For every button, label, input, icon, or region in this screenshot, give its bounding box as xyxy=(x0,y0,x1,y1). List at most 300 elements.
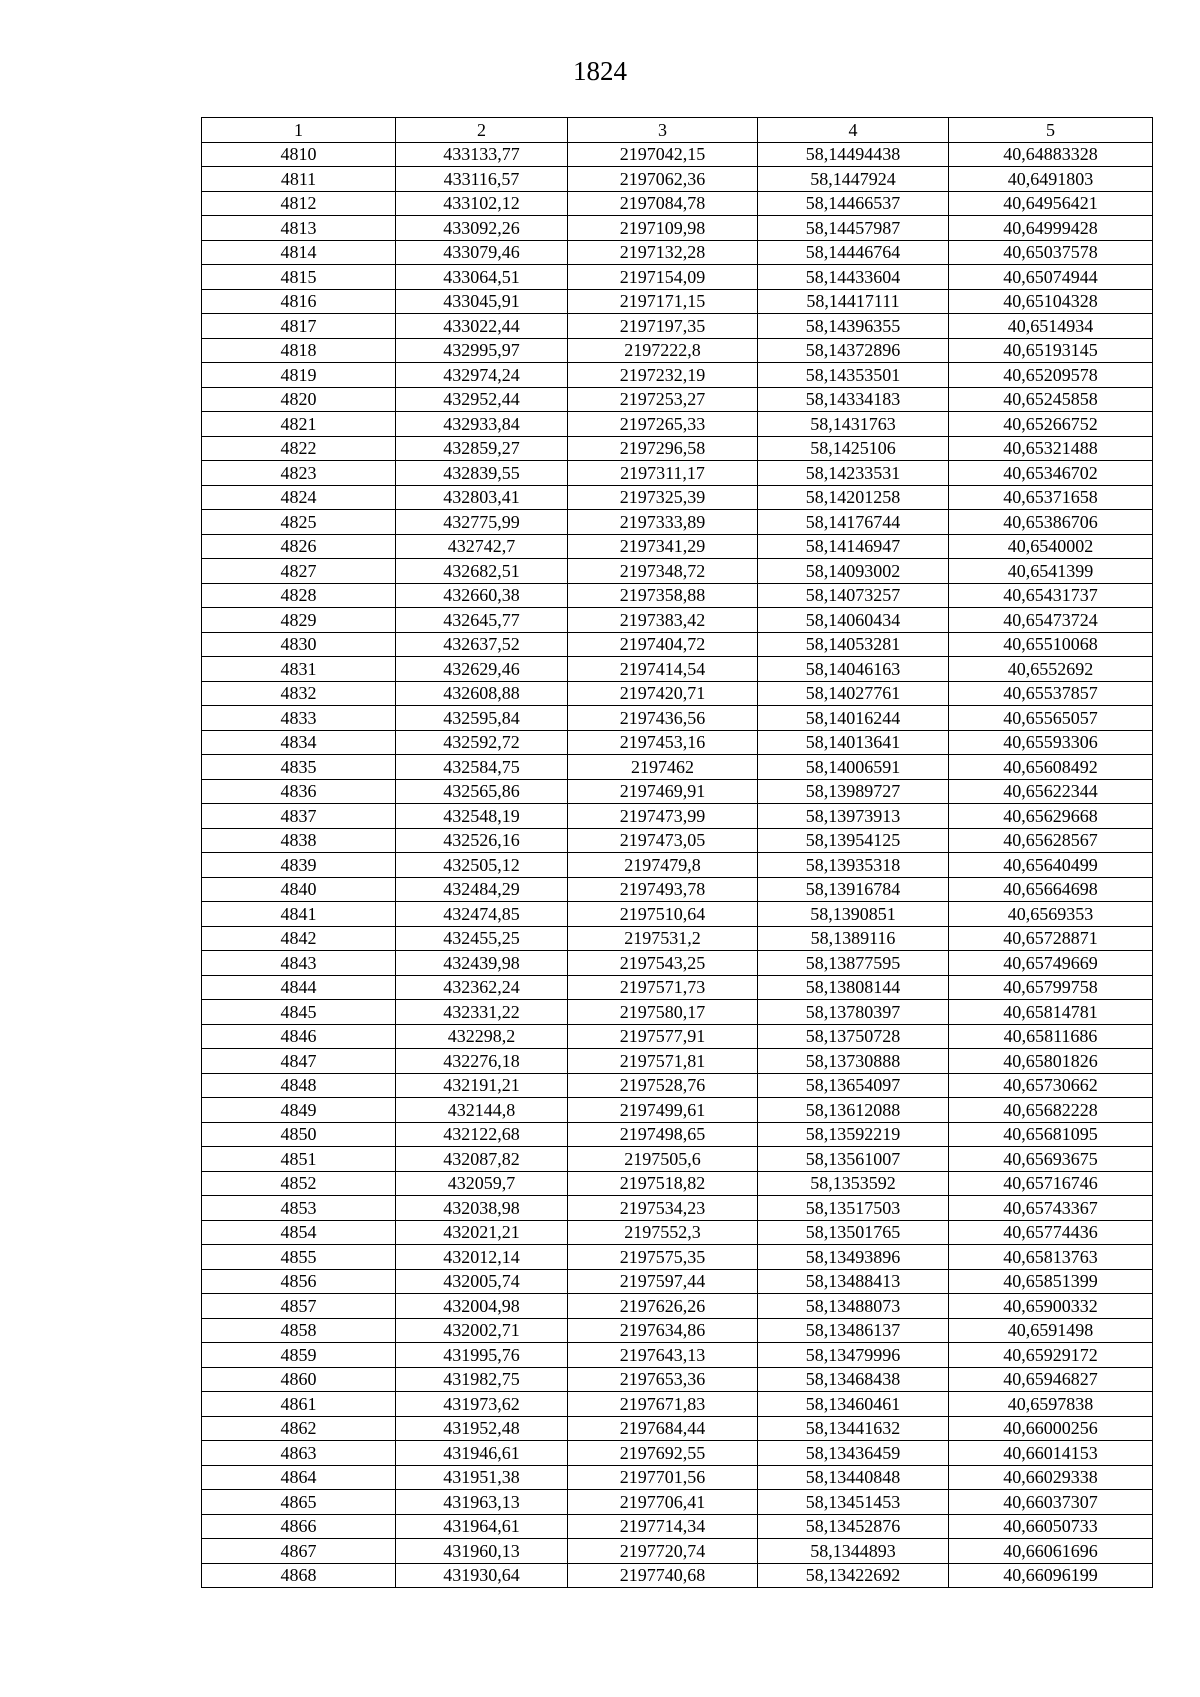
longitude-cell: 40,66050733 xyxy=(949,1514,1153,1539)
table-row xyxy=(202,755,1153,780)
x-coordinate-cell: 431982,75 xyxy=(396,1367,568,1392)
x-coordinate-cell: 432775,99 xyxy=(396,510,568,535)
y-coordinate-cell: 2197154,09 xyxy=(568,265,758,290)
point-number-cell: 4844 xyxy=(202,975,396,1000)
table-row xyxy=(202,853,1153,878)
latitude-cell: 58,14233531 xyxy=(758,461,949,486)
table-row xyxy=(202,412,1153,437)
latitude-cell: 58,14073257 xyxy=(758,583,949,608)
table-row xyxy=(202,559,1153,584)
latitude-cell: 58,1447924 xyxy=(758,167,949,192)
x-coordinate-cell: 433079,46 xyxy=(396,240,568,265)
longitude-cell: 40,66014153 xyxy=(949,1441,1153,1466)
y-coordinate-cell: 2197341,29 xyxy=(568,534,758,559)
longitude-cell: 40,65622344 xyxy=(949,779,1153,804)
point-number-cell: 4854 xyxy=(202,1220,396,1245)
point-number-cell: 4811 xyxy=(202,167,396,192)
latitude-cell: 58,14060434 xyxy=(758,608,949,633)
latitude-cell: 58,13488073 xyxy=(758,1294,949,1319)
x-coordinate-cell: 432484,29 xyxy=(396,877,568,902)
header-row xyxy=(202,118,1153,143)
page-number: 1824 xyxy=(573,56,627,86)
x-coordinate-cell: 432859,27 xyxy=(396,436,568,461)
latitude-cell: 58,14494438 xyxy=(758,142,949,167)
table-row xyxy=(202,436,1153,461)
y-coordinate-cell: 2197701,56 xyxy=(568,1465,758,1490)
table-body xyxy=(202,142,1153,1588)
latitude-cell: 58,13493896 xyxy=(758,1245,949,1270)
table-row xyxy=(202,902,1153,927)
latitude-cell: 58,13451453 xyxy=(758,1490,949,1515)
latitude-cell: 58,13592219 xyxy=(758,1122,949,1147)
longitude-cell: 40,65946827 xyxy=(949,1367,1153,1392)
longitude-cell: 40,6514934 xyxy=(949,314,1153,339)
longitude-cell: 40,65537857 xyxy=(949,681,1153,706)
latitude-cell: 58,13989727 xyxy=(758,779,949,804)
longitude-cell: 40,66029338 xyxy=(949,1465,1153,1490)
latitude-cell: 58,14176744 xyxy=(758,510,949,535)
x-coordinate-cell: 432660,38 xyxy=(396,583,568,608)
longitude-cell: 40,6591498 xyxy=(949,1318,1153,1343)
latitude-cell: 58,13730888 xyxy=(758,1049,949,1074)
table-row xyxy=(202,142,1153,167)
point-number-cell: 4840 xyxy=(202,877,396,902)
longitude-cell: 40,65321488 xyxy=(949,436,1153,461)
table-row xyxy=(202,338,1153,363)
point-number-cell: 4867 xyxy=(202,1539,396,1564)
point-number-cell: 4834 xyxy=(202,730,396,755)
x-coordinate-cell: 433116,57 xyxy=(396,167,568,192)
latitude-cell: 58,13612088 xyxy=(758,1098,949,1123)
latitude-cell: 58,14433604 xyxy=(758,265,949,290)
table-row xyxy=(202,1465,1153,1490)
x-coordinate-cell: 432592,72 xyxy=(396,730,568,755)
longitude-cell: 40,64999428 xyxy=(949,216,1153,241)
y-coordinate-cell: 2197383,42 xyxy=(568,608,758,633)
x-coordinate-cell: 432933,84 xyxy=(396,412,568,437)
longitude-cell: 40,6597838 xyxy=(949,1392,1153,1417)
y-coordinate-cell: 2197684,44 xyxy=(568,1416,758,1441)
point-number-cell: 4859 xyxy=(202,1343,396,1368)
latitude-cell: 58,14093002 xyxy=(758,559,949,584)
latitude-cell: 58,14016244 xyxy=(758,706,949,731)
y-coordinate-cell: 2197493,78 xyxy=(568,877,758,902)
point-number-cell: 4812 xyxy=(202,191,396,216)
y-coordinate-cell: 2197333,89 xyxy=(568,510,758,535)
latitude-cell: 58,1353592 xyxy=(758,1171,949,1196)
x-coordinate-cell: 431951,38 xyxy=(396,1465,568,1490)
y-coordinate-cell: 2197552,3 xyxy=(568,1220,758,1245)
y-coordinate-cell: 2197469,91 xyxy=(568,779,758,804)
y-coordinate-cell: 2197462 xyxy=(568,755,758,780)
y-coordinate-cell: 2197453,16 xyxy=(568,730,758,755)
longitude-cell: 40,65565057 xyxy=(949,706,1153,731)
x-coordinate-cell: 432059,7 xyxy=(396,1171,568,1196)
latitude-cell: 58,1344893 xyxy=(758,1539,949,1564)
y-coordinate-cell: 2197571,73 xyxy=(568,975,758,1000)
latitude-cell: 58,14053281 xyxy=(758,632,949,657)
longitude-cell: 40,65728871 xyxy=(949,926,1153,951)
x-coordinate-cell: 432298,2 xyxy=(396,1024,568,1049)
column-header-3: 3 xyxy=(568,118,758,143)
latitude-cell: 58,1425106 xyxy=(758,436,949,461)
table-row xyxy=(202,240,1153,265)
y-coordinate-cell: 2197518,82 xyxy=(568,1171,758,1196)
point-number-cell: 4820 xyxy=(202,387,396,412)
longitude-cell: 40,65682228 xyxy=(949,1098,1153,1123)
point-number-cell: 4843 xyxy=(202,951,396,976)
longitude-cell: 40,64956421 xyxy=(949,191,1153,216)
longitude-cell: 40,65681095 xyxy=(949,1122,1153,1147)
x-coordinate-cell: 431952,48 xyxy=(396,1416,568,1441)
point-number-cell: 4810 xyxy=(202,142,396,167)
y-coordinate-cell: 2197634,86 xyxy=(568,1318,758,1343)
latitude-cell: 58,13441632 xyxy=(758,1416,949,1441)
table-row xyxy=(202,1539,1153,1564)
y-coordinate-cell: 2197132,28 xyxy=(568,240,758,265)
longitude-cell: 40,6541399 xyxy=(949,559,1153,584)
y-coordinate-cell: 2197740,68 xyxy=(568,1563,758,1588)
longitude-cell: 40,65799758 xyxy=(949,975,1153,1000)
column-header-4: 4 xyxy=(758,118,949,143)
point-number-cell: 4857 xyxy=(202,1294,396,1319)
point-number-cell: 4853 xyxy=(202,1196,396,1221)
table-row xyxy=(202,1514,1153,1539)
table-row xyxy=(202,534,1153,559)
x-coordinate-cell: 433102,12 xyxy=(396,191,568,216)
x-coordinate-cell: 432191,21 xyxy=(396,1073,568,1098)
y-coordinate-cell: 2197296,58 xyxy=(568,436,758,461)
table-row xyxy=(202,387,1153,412)
point-number-cell: 4813 xyxy=(202,216,396,241)
x-coordinate-cell: 431930,64 xyxy=(396,1563,568,1588)
point-number-cell: 4831 xyxy=(202,657,396,682)
point-number-cell: 4847 xyxy=(202,1049,396,1074)
point-number-cell: 4858 xyxy=(202,1318,396,1343)
point-number-cell: 4849 xyxy=(202,1098,396,1123)
table-row xyxy=(202,314,1153,339)
y-coordinate-cell: 2197528,76 xyxy=(568,1073,758,1098)
longitude-cell: 40,65431737 xyxy=(949,583,1153,608)
table-row xyxy=(202,608,1153,633)
point-number-cell: 4818 xyxy=(202,338,396,363)
table-row xyxy=(202,828,1153,853)
longitude-cell: 40,65814781 xyxy=(949,1000,1153,1025)
table-row xyxy=(202,1269,1153,1294)
table-row xyxy=(202,167,1153,192)
table-row xyxy=(202,485,1153,510)
table-row xyxy=(202,1122,1153,1147)
latitude-cell: 58,13501765 xyxy=(758,1220,949,1245)
longitude-cell: 40,65193145 xyxy=(949,338,1153,363)
table-header xyxy=(202,118,1153,143)
longitude-cell: 40,65900332 xyxy=(949,1294,1153,1319)
y-coordinate-cell: 2197253,27 xyxy=(568,387,758,412)
point-number-cell: 4824 xyxy=(202,485,396,510)
x-coordinate-cell: 432803,41 xyxy=(396,485,568,510)
x-coordinate-cell: 432012,14 xyxy=(396,1245,568,1270)
point-number-cell: 4837 xyxy=(202,804,396,829)
point-number-cell: 4852 xyxy=(202,1171,396,1196)
latitude-cell: 58,13460461 xyxy=(758,1392,949,1417)
x-coordinate-cell: 432629,46 xyxy=(396,657,568,682)
point-number-cell: 4850 xyxy=(202,1122,396,1147)
table-row xyxy=(202,1000,1153,1025)
table-row xyxy=(202,1024,1153,1049)
point-number-cell: 4865 xyxy=(202,1490,396,1515)
point-number-cell: 4856 xyxy=(202,1269,396,1294)
table-row xyxy=(202,1147,1153,1172)
longitude-cell: 40,65730662 xyxy=(949,1073,1153,1098)
x-coordinate-cell: 431973,62 xyxy=(396,1392,568,1417)
x-coordinate-cell: 431964,61 xyxy=(396,1514,568,1539)
longitude-cell: 40,65743367 xyxy=(949,1196,1153,1221)
point-number-cell: 4851 xyxy=(202,1147,396,1172)
y-coordinate-cell: 2197062,36 xyxy=(568,167,758,192)
latitude-cell: 58,14006591 xyxy=(758,755,949,780)
latitude-cell: 58,14013641 xyxy=(758,730,949,755)
point-number-cell: 4846 xyxy=(202,1024,396,1049)
point-number-cell: 4845 xyxy=(202,1000,396,1025)
x-coordinate-cell: 432645,77 xyxy=(396,608,568,633)
x-coordinate-cell: 431963,13 xyxy=(396,1490,568,1515)
longitude-cell: 40,6552692 xyxy=(949,657,1153,682)
point-number-cell: 4863 xyxy=(202,1441,396,1466)
longitude-cell: 40,65473724 xyxy=(949,608,1153,633)
x-coordinate-cell: 432362,24 xyxy=(396,975,568,1000)
latitude-cell: 58,13808144 xyxy=(758,975,949,1000)
longitude-cell: 40,65664698 xyxy=(949,877,1153,902)
table-row xyxy=(202,657,1153,682)
y-coordinate-cell: 2197577,91 xyxy=(568,1024,758,1049)
longitude-cell: 40,65371658 xyxy=(949,485,1153,510)
table-row xyxy=(202,926,1153,951)
y-coordinate-cell: 2197543,25 xyxy=(568,951,758,976)
x-coordinate-cell: 432005,74 xyxy=(396,1269,568,1294)
table-row xyxy=(202,1490,1153,1515)
latitude-cell: 58,14446764 xyxy=(758,240,949,265)
column-header-5: 5 xyxy=(949,118,1153,143)
longitude-cell: 40,66000256 xyxy=(949,1416,1153,1441)
latitude-cell: 58,13973913 xyxy=(758,804,949,829)
y-coordinate-cell: 2197042,15 xyxy=(568,142,758,167)
point-number-cell: 4838 xyxy=(202,828,396,853)
point-number-cell: 4836 xyxy=(202,779,396,804)
latitude-cell: 58,14417111 xyxy=(758,289,949,314)
longitude-cell: 40,65593306 xyxy=(949,730,1153,755)
latitude-cell: 58,13488413 xyxy=(758,1269,949,1294)
coordinates-table xyxy=(201,117,1153,1588)
point-number-cell: 4866 xyxy=(202,1514,396,1539)
latitude-cell: 58,13750728 xyxy=(758,1024,949,1049)
longitude-cell: 40,65851399 xyxy=(949,1269,1153,1294)
x-coordinate-cell: 432548,19 xyxy=(396,804,568,829)
x-coordinate-cell: 432439,98 xyxy=(396,951,568,976)
longitude-cell: 40,65693675 xyxy=(949,1147,1153,1172)
longitude-cell: 40,65104328 xyxy=(949,289,1153,314)
x-coordinate-cell: 433045,91 xyxy=(396,289,568,314)
y-coordinate-cell: 2197171,15 xyxy=(568,289,758,314)
point-number-cell: 4835 xyxy=(202,755,396,780)
x-coordinate-cell: 432004,98 xyxy=(396,1294,568,1319)
latitude-cell: 58,13561007 xyxy=(758,1147,949,1172)
table-row xyxy=(202,1416,1153,1441)
x-coordinate-cell: 432455,25 xyxy=(396,926,568,951)
y-coordinate-cell: 2197498,65 xyxy=(568,1122,758,1147)
x-coordinate-cell: 432087,82 xyxy=(396,1147,568,1172)
longitude-cell: 40,65813763 xyxy=(949,1245,1153,1270)
point-number-cell: 4816 xyxy=(202,289,396,314)
longitude-cell: 40,65037578 xyxy=(949,240,1153,265)
y-coordinate-cell: 2197571,81 xyxy=(568,1049,758,1074)
point-number-cell: 4861 xyxy=(202,1392,396,1417)
point-number-cell: 4825 xyxy=(202,510,396,535)
table-row xyxy=(202,1098,1153,1123)
latitude-cell: 58,14201258 xyxy=(758,485,949,510)
latitude-cell: 58,14334183 xyxy=(758,387,949,412)
y-coordinate-cell: 2197575,35 xyxy=(568,1245,758,1270)
longitude-cell: 40,65628567 xyxy=(949,828,1153,853)
x-coordinate-cell: 432974,24 xyxy=(396,363,568,388)
x-coordinate-cell: 431946,61 xyxy=(396,1441,568,1466)
longitude-cell: 40,65346702 xyxy=(949,461,1153,486)
y-coordinate-cell: 2197084,78 xyxy=(568,191,758,216)
longitude-cell: 40,65629668 xyxy=(949,804,1153,829)
longitude-cell: 40,65774436 xyxy=(949,1220,1153,1245)
table-row xyxy=(202,289,1153,314)
y-coordinate-cell: 2197671,83 xyxy=(568,1392,758,1417)
latitude-cell: 58,13486137 xyxy=(758,1318,949,1343)
y-coordinate-cell: 2197714,34 xyxy=(568,1514,758,1539)
y-coordinate-cell: 2197643,13 xyxy=(568,1343,758,1368)
point-number-cell: 4855 xyxy=(202,1245,396,1270)
x-coordinate-cell: 432276,18 xyxy=(396,1049,568,1074)
y-coordinate-cell: 2197580,17 xyxy=(568,1000,758,1025)
y-coordinate-cell: 2197420,71 xyxy=(568,681,758,706)
table-row xyxy=(202,1245,1153,1270)
y-coordinate-cell: 2197534,23 xyxy=(568,1196,758,1221)
table-row xyxy=(202,461,1153,486)
table-row xyxy=(202,510,1153,535)
table-row xyxy=(202,1294,1153,1319)
x-coordinate-cell: 432608,88 xyxy=(396,681,568,706)
x-coordinate-cell: 433022,44 xyxy=(396,314,568,339)
y-coordinate-cell: 2197692,55 xyxy=(568,1441,758,1466)
y-coordinate-cell: 2197597,44 xyxy=(568,1269,758,1294)
point-number-cell: 4832 xyxy=(202,681,396,706)
table-row xyxy=(202,1049,1153,1074)
y-coordinate-cell: 2197653,36 xyxy=(568,1367,758,1392)
longitude-cell: 40,6569353 xyxy=(949,902,1153,927)
longitude-cell: 40,6491803 xyxy=(949,167,1153,192)
longitude-cell: 40,65209578 xyxy=(949,363,1153,388)
table-row xyxy=(202,1073,1153,1098)
point-number-cell: 4860 xyxy=(202,1367,396,1392)
latitude-cell: 58,13954125 xyxy=(758,828,949,853)
longitude-cell: 40,65608492 xyxy=(949,755,1153,780)
table-row xyxy=(202,1220,1153,1245)
latitude-cell: 58,1389116 xyxy=(758,926,949,951)
y-coordinate-cell: 2197358,88 xyxy=(568,583,758,608)
x-coordinate-cell: 432565,86 xyxy=(396,779,568,804)
x-coordinate-cell: 432331,22 xyxy=(396,1000,568,1025)
x-coordinate-cell: 432839,55 xyxy=(396,461,568,486)
latitude-cell: 58,13654097 xyxy=(758,1073,949,1098)
y-coordinate-cell: 2197414,54 xyxy=(568,657,758,682)
point-number-cell: 4862 xyxy=(202,1416,396,1441)
latitude-cell: 58,13780397 xyxy=(758,1000,949,1025)
latitude-cell: 58,14046163 xyxy=(758,657,949,682)
longitude-cell: 40,65749669 xyxy=(949,951,1153,976)
y-coordinate-cell: 2197479,8 xyxy=(568,853,758,878)
longitude-cell: 40,65640499 xyxy=(949,853,1153,878)
table-row xyxy=(202,1318,1153,1343)
x-coordinate-cell: 432505,12 xyxy=(396,853,568,878)
longitude-cell: 40,66096199 xyxy=(949,1563,1153,1588)
y-coordinate-cell: 2197531,2 xyxy=(568,926,758,951)
point-number-cell: 4830 xyxy=(202,632,396,657)
x-coordinate-cell: 432038,98 xyxy=(396,1196,568,1221)
latitude-cell: 58,1390851 xyxy=(758,902,949,927)
latitude-cell: 58,14146947 xyxy=(758,534,949,559)
y-coordinate-cell: 2197311,17 xyxy=(568,461,758,486)
point-number-cell: 4814 xyxy=(202,240,396,265)
longitude-cell: 40,65266752 xyxy=(949,412,1153,437)
x-coordinate-cell: 433064,51 xyxy=(396,265,568,290)
longitude-cell: 40,6540002 xyxy=(949,534,1153,559)
point-number-cell: 4826 xyxy=(202,534,396,559)
point-number-cell: 4839 xyxy=(202,853,396,878)
x-coordinate-cell: 432595,84 xyxy=(396,706,568,731)
latitude-cell: 58,14457987 xyxy=(758,216,949,241)
point-number-cell: 4848 xyxy=(202,1073,396,1098)
y-coordinate-cell: 2197197,35 xyxy=(568,314,758,339)
y-coordinate-cell: 2197510,64 xyxy=(568,902,758,927)
table-row xyxy=(202,1441,1153,1466)
point-number-cell: 4815 xyxy=(202,265,396,290)
point-number-cell: 4829 xyxy=(202,608,396,633)
point-number-cell: 4817 xyxy=(202,314,396,339)
point-number-cell: 4822 xyxy=(202,436,396,461)
x-coordinate-cell: 432995,97 xyxy=(396,338,568,363)
latitude-cell: 58,13935318 xyxy=(758,853,949,878)
point-number-cell: 4821 xyxy=(202,412,396,437)
table-row xyxy=(202,216,1153,241)
latitude-cell: 58,14027761 xyxy=(758,681,949,706)
longitude-cell: 40,66037307 xyxy=(949,1490,1153,1515)
x-coordinate-cell: 432584,75 xyxy=(396,755,568,780)
table-row xyxy=(202,632,1153,657)
x-coordinate-cell: 432021,21 xyxy=(396,1220,568,1245)
table-row xyxy=(202,1367,1153,1392)
longitude-cell: 40,65245858 xyxy=(949,387,1153,412)
longitude-cell: 40,64883328 xyxy=(949,142,1153,167)
x-coordinate-cell: 433092,26 xyxy=(396,216,568,241)
point-number-cell: 4823 xyxy=(202,461,396,486)
latitude-cell: 58,13916784 xyxy=(758,877,949,902)
latitude-cell: 58,14353501 xyxy=(758,363,949,388)
point-number-cell: 4833 xyxy=(202,706,396,731)
point-number-cell: 4841 xyxy=(202,902,396,927)
column-header-2: 2 xyxy=(396,118,568,143)
y-coordinate-cell: 2197505,6 xyxy=(568,1147,758,1172)
table-row xyxy=(202,1563,1153,1588)
x-coordinate-cell: 432742,7 xyxy=(396,534,568,559)
latitude-cell: 58,13479996 xyxy=(758,1343,949,1368)
table-row xyxy=(202,363,1153,388)
column-header-1: 1 xyxy=(202,118,396,143)
longitude-cell: 40,65386706 xyxy=(949,510,1153,535)
